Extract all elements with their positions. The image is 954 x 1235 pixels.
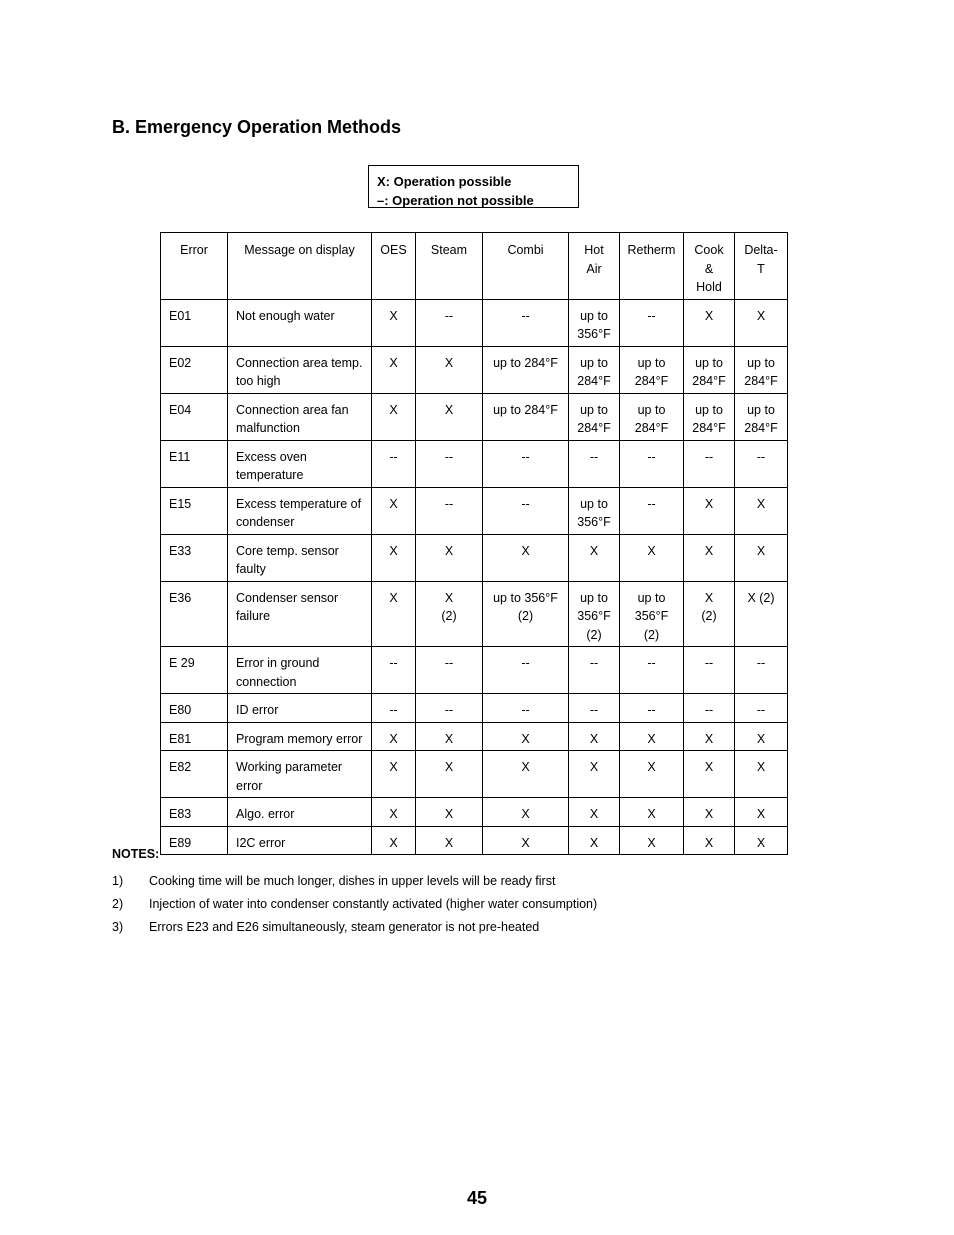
message-cell: Core temp. sensor faulty: [228, 534, 372, 581]
mode-value-cell: X: [483, 751, 569, 798]
mode-value-cell: X: [684, 299, 735, 346]
mode-value-cell: X: [569, 751, 620, 798]
table-row: [161, 534, 788, 581]
error-code-cell: E 29: [161, 647, 228, 694]
table-row: [161, 798, 788, 827]
mode-value-cell: X: [620, 826, 684, 855]
table-row: [161, 346, 788, 393]
legend-not-possible: –: Operation not possible: [377, 193, 534, 208]
mode-value-cell: X: [684, 751, 735, 798]
message-cell: Program memory error: [228, 722, 372, 751]
mode-value-cell: X: [569, 826, 620, 855]
mode-value-cell: X: [684, 798, 735, 827]
note-text: Cooking time will be much longer, dishes in upper levels will be ready first: [149, 874, 556, 888]
legend-possible: X: Operation possible: [377, 174, 512, 189]
mode-value-cell: X: [416, 393, 483, 440]
error-code-cell: E15: [161, 487, 228, 534]
mode-value-cell: X: [735, 798, 788, 827]
mode-value-cell: X: [483, 534, 569, 581]
mode-value-cell: X: [372, 581, 416, 647]
mode-value-cell: X: [483, 798, 569, 827]
mode-value-cell: up to 356°F (2): [569, 581, 620, 647]
note-number: 2): [112, 897, 124, 911]
mode-value-cell: X: [735, 826, 788, 855]
mode-value-cell: X: [372, 487, 416, 534]
page-number: 45: [466, 1188, 488, 1208]
mode-value-cell: X: [416, 826, 483, 855]
mode-value-cell: --: [735, 694, 788, 723]
message-cell: ID error: [228, 694, 372, 723]
table-row: [161, 826, 788, 855]
mode-value-cell: up to 284°F: [569, 346, 620, 393]
mode-value-cell: --: [416, 694, 483, 723]
table-row: [161, 299, 788, 346]
message-cell: Excess oven temperature: [228, 440, 372, 487]
mode-value-cell: --: [620, 647, 684, 694]
table-row: [161, 647, 788, 694]
mode-value-cell: X: [684, 487, 735, 534]
message-cell: Excess temperature of condenser: [228, 487, 372, 534]
mode-value-cell: X: [372, 299, 416, 346]
mode-value-cell: --: [416, 440, 483, 487]
error-code-cell: E33: [161, 534, 228, 581]
table-row: [161, 487, 788, 534]
mode-value-cell: --: [684, 647, 735, 694]
mode-value-cell: --: [372, 647, 416, 694]
note-item: [112, 893, 597, 916]
error-code-cell: E36: [161, 581, 228, 647]
error-code-cell: E80: [161, 694, 228, 723]
note-number: 3): [112, 920, 124, 934]
mode-value-cell: X (2): [416, 581, 483, 647]
column-header: Delta- T: [735, 233, 788, 300]
error-code-cell: E02: [161, 346, 228, 393]
table-row: [161, 694, 788, 723]
note-text: Errors E23 and E26 simultaneously, steam generator is not pre-heated: [149, 920, 540, 934]
mode-value-cell: up to 284°F: [483, 346, 569, 393]
mode-value-cell: X: [569, 534, 620, 581]
mode-value-cell: X: [372, 751, 416, 798]
error-code-cell: E83: [161, 798, 228, 827]
mode-value-cell: --: [483, 694, 569, 723]
message-cell: Working parameter error: [228, 751, 372, 798]
mode-value-cell: X: [416, 798, 483, 827]
mode-value-cell: up to 284°F: [620, 346, 684, 393]
mode-value-cell: --: [483, 647, 569, 694]
mode-value-cell: X: [620, 751, 684, 798]
mode-value-cell: --: [620, 440, 684, 487]
table-row: [161, 393, 788, 440]
mode-value-cell: --: [620, 299, 684, 346]
mode-value-cell: X: [416, 751, 483, 798]
emergency-operation-table: [160, 232, 788, 855]
mode-value-cell: X: [735, 299, 788, 346]
mode-value-cell: up to 284°F: [483, 393, 569, 440]
message-cell: Error in ground connection: [228, 647, 372, 694]
message-cell: Condenser sensor failure: [228, 581, 372, 647]
column-header: Hot Air: [569, 233, 620, 300]
mode-value-cell: X: [735, 722, 788, 751]
column-header: Retherm: [620, 233, 684, 300]
mode-value-cell: up to 284°F: [684, 346, 735, 393]
mode-value-cell: up to 284°F: [569, 393, 620, 440]
mode-value-cell: X: [483, 826, 569, 855]
error-code-cell: E11: [161, 440, 228, 487]
mode-value-cell: --: [620, 487, 684, 534]
mode-value-cell: X: [735, 751, 788, 798]
mode-value-cell: --: [416, 647, 483, 694]
mode-value-cell: up to 356°F (2): [483, 581, 569, 647]
mode-value-cell: X: [684, 826, 735, 855]
mode-value-cell: X: [569, 798, 620, 827]
mode-value-cell: X: [372, 346, 416, 393]
mode-value-cell: --: [372, 694, 416, 723]
mode-value-cell: up to 356°F (2): [620, 581, 684, 647]
message-cell: I2C error: [228, 826, 372, 855]
mode-value-cell: --: [684, 694, 735, 723]
notes-title: NOTES:: [112, 847, 160, 861]
message-cell: Algo. error: [228, 798, 372, 827]
mode-value-cell: X: [569, 722, 620, 751]
mode-value-cell: up to 284°F: [620, 393, 684, 440]
mode-value-cell: --: [416, 487, 483, 534]
column-header: Cook & Hold: [684, 233, 735, 300]
section-heading: B. Emergency Operation Methods: [112, 117, 402, 137]
mode-value-cell: X: [372, 722, 416, 751]
mode-value-cell: X: [416, 534, 483, 581]
mode-value-cell: X: [372, 826, 416, 855]
mode-value-cell: X: [620, 798, 684, 827]
error-code-cell: E82: [161, 751, 228, 798]
mode-value-cell: X: [684, 534, 735, 581]
mode-value-cell: --: [735, 647, 788, 694]
mode-value-cell: X: [372, 393, 416, 440]
mode-value-cell: up to 356°F: [569, 487, 620, 534]
column-header: OES: [372, 233, 416, 300]
mode-value-cell: up to 284°F: [684, 393, 735, 440]
mode-value-cell: X: [416, 346, 483, 393]
mode-value-cell: up to 284°F: [735, 393, 788, 440]
note-item: [112, 916, 597, 939]
column-header: Combi: [483, 233, 569, 300]
message-cell: Connection area temp. too high: [228, 346, 372, 393]
mode-value-cell: X: [620, 722, 684, 751]
mode-value-cell: --: [735, 440, 788, 487]
table-row: [161, 440, 788, 487]
table-body: [161, 299, 788, 855]
notes-list: [112, 870, 597, 939]
mode-value-cell: X (2): [684, 581, 735, 647]
note-text: Injection of water into condenser constantly activated (higher water consumption): [149, 897, 598, 911]
column-header: Error: [161, 233, 228, 300]
note-number: 1): [112, 874, 124, 888]
mode-value-cell: X: [620, 534, 684, 581]
mode-value-cell: --: [483, 440, 569, 487]
mode-value-cell: X (2): [735, 581, 788, 647]
mode-value-cell: --: [372, 440, 416, 487]
legend-box: [368, 165, 579, 208]
mode-value-cell: up to 356°F: [569, 299, 620, 346]
mode-value-cell: --: [569, 647, 620, 694]
mode-value-cell: --: [416, 299, 483, 346]
table-row: [161, 581, 788, 647]
column-header: Message on display: [228, 233, 372, 300]
mode-value-cell: --: [620, 694, 684, 723]
mode-value-cell: X: [372, 798, 416, 827]
mode-value-cell: --: [569, 440, 620, 487]
table-row: [161, 751, 788, 798]
note-item: [112, 870, 597, 893]
error-code-cell: E89: [161, 826, 228, 855]
mode-value-cell: X: [372, 534, 416, 581]
message-cell: Not enough water: [228, 299, 372, 346]
mode-value-cell: X: [416, 722, 483, 751]
mode-value-cell: X: [483, 722, 569, 751]
message-cell: Connection area fan malfunction: [228, 393, 372, 440]
mode-value-cell: --: [684, 440, 735, 487]
mode-value-cell: --: [483, 299, 569, 346]
mode-value-cell: X: [735, 534, 788, 581]
table-row: [161, 722, 788, 751]
error-code-cell: E04: [161, 393, 228, 440]
mode-value-cell: up to 284°F: [735, 346, 788, 393]
error-code-cell: E01: [161, 299, 228, 346]
mode-value-cell: --: [483, 487, 569, 534]
mode-value-cell: --: [569, 694, 620, 723]
column-header: Steam: [416, 233, 483, 300]
error-code-cell: E81: [161, 722, 228, 751]
mode-value-cell: X: [684, 722, 735, 751]
mode-value-cell: X: [735, 487, 788, 534]
table-header-row: [161, 233, 788, 300]
